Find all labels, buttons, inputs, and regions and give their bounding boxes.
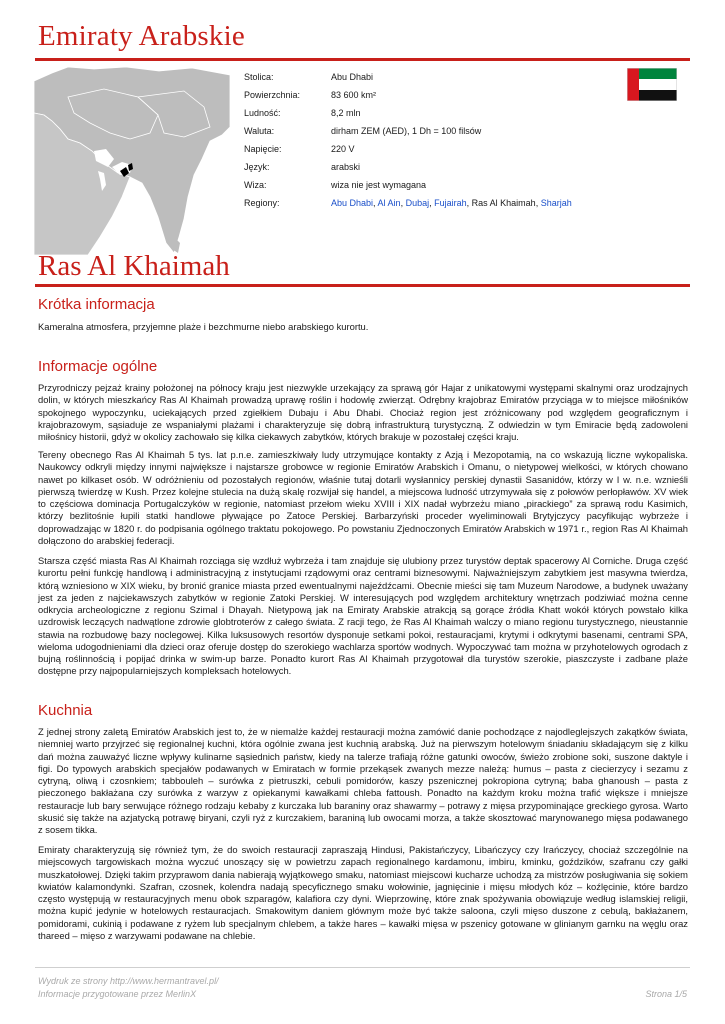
section-heading-general: Informacje ogólne — [38, 358, 158, 375]
location-map — [34, 67, 230, 255]
regions-list: Abu Dhabi, Al Ain, Dubaj, Fujairah, Ras Al Khaimah, Sharjah — [331, 198, 572, 208]
region-current-ras-al-khaimah: Ras Al Khaimah — [471, 198, 536, 208]
footer-credits: Informacje przygotowane przez MerlinX — [38, 989, 197, 999]
region-link-sharjah[interactable]: Sharjah — [540, 198, 572, 208]
region-link-al-ain[interactable]: Al Ain — [377, 198, 401, 208]
fact-value: arabski — [331, 162, 361, 172]
regions-label: Regiony: — [244, 198, 280, 208]
uae-flag-icon — [627, 68, 677, 101]
country-facts-table — [244, 72, 572, 216]
fact-row — [244, 90, 572, 108]
fact-value: dirham ZEM (AED), 1 Dh = 100 filsów — [331, 126, 482, 136]
page-number: Strona 1/5 — [645, 989, 687, 999]
fact-value: wiza nie jest wymagana — [331, 180, 427, 190]
cuisine-paragraph: Z jednej strony zaletą Emiratów Arabskich jest to, że w niemalże każdej restauracji można zamówić danie pochodzące z najodleglejszych zakątków świata, niemniej warto przyjrzeć się regionalnej kuchni, która ogólnie zwana jest kuchnią arabską. Już na pierwszym hotelowym śniadaniu składającym się z kilku dań można zauważyć liczne wpływy kulinarne sąsiednich państw, kiedy na talerze trafiają różne gatunki owoców, świeżo zrobione soki, suszone daktyle i figi. Do typowych arabskich specjałów podawanych w Emiratach w formie przekąsek zwanych mezze należą: humus – pasta z ciecierzycy i sezamu z cytryną, oliwą i czosnkiem; tabbouleh – surówka z pietruszki, cebuli pomidorów, kaszy pszenicznej pokropiona cytryną; baba ghanoush – pasta z pieczonego bakłażana czy surówka z warzyw z opiekanymi kawałkami chleba fattoush. Ponadto na każdym kroku można trafić większe i mniejsze restauracje lub bary serwujące różnego rodzaju kebaby z kurczaka lub baraniny oraz shawarmy – potrawy z mięsa przypominające greckiego gyrosa. Warto skusić się także na azjatycką potrawę biryani, czyli ryż z kurczakiem, baraniną lub owocami morza, a także skosztować marynowanego mięsa podawanego z sosem tikka. — [38, 726, 688, 835]
country-title: Emiraty Arabskie — [38, 20, 245, 52]
fact-row — [244, 126, 572, 144]
fact-row — [244, 72, 572, 90]
fact-label: Ludność: — [244, 108, 281, 118]
fact-label: Napięcie: — [244, 144, 282, 154]
footer-divider — [35, 967, 690, 968]
general-paragraph: Starsza część miasta Ras Al Khaimah rozciąga się wzdłuż wybrzeża i tam znajduje się ulubiony przez turystów deptak spacerowy Al Corniche. Druga część kurortu pełni funkcję handlową i administracyjną z instytucjami rządowymi oraz centrami biznesowymi. Najważniejszym zabytkiem jest masywna twierdza, którą wzniesiono w XIX wieku, by bronić granice miasta przed ewentualnymi najeźdźcami. Obecnie mieści się tam Muzeum Narodowe, a budynek uważany jest za jeden z najciekawszych zabytków w regionie Zatoki Perskiej. W interesujących pod względem architektury wnętrzach podziwiać można cenne odkrycia archeologiczne z regionu Szimal i Dhayah. Nietypową jak na Emiraty Arabskie atrakcją są gorące źródła Khatt wokół których powstało kilka uzdrowisk leczących nadwątlone zdrowie globtroterów z całego świata. Z racji tego, że Ras Al Khaimah walczy o miano regionu turystycznego, nieustannie stawia na rozbudowę bazy noclegowej. Kilka luksusowych resortów dysponuje setkami pokoi, restauracjami, krytymi i odkrytymi basenami, centrami SPA, wieloma udogodnieniami dla dzieci oraz oferuje dostęp do szerokiego wachlarza sportów wodnych. Wypoczywać tam można w przyhotelowych ogrodach z bujną roślinnością i popijać drinka w swim-up barze. Ponadto kurort Ras Al Khaimah przygotował dla turystów szerokie, piaszczyste i zadbane plaże dostępne przy najpopularniejszych kompleksach hotelowych. — [38, 555, 688, 677]
section-heading-short-info: Krótka informacja — [38, 296, 155, 313]
fact-label: Wiza: — [244, 180, 267, 190]
fact-row — [244, 144, 572, 162]
city-title-divider — [35, 284, 690, 287]
general-paragraph: Przyrodniczy pejzaż krainy położonej na północy kraju jest niezwykle urzekający za sprawą gór Hajar z unikatowymi występami skalnymi oraz urodzajnych dolin, w których mieszkańcy Ras Al Khaimah prowadzą uprawę roślin i hodowlę zwierząt. Odrębny krajobraz Emiratów przyciąga w to miejsce miłośników spokojnego wypoczynku, uciekających przed zgiełkiem Dubaju i Abu Dhabi. Chociaż region jest zróżnicowany pod względem geograficznym i krajobrazowym, sąsiaduje ze wspaniałymi plażami i charakteryzuje się dobrą infrastrukturą turystyczną. Z odwiedzin w tym Emiracie będą zadowoleni miłośnicy historii, gdyż w okolicy zachowało się kilka ciekawych zabytków, których brakuje w pozostałej części kraju. — [38, 382, 688, 442]
region-link-abu-dhabi[interactable]: Abu Dhabi — [331, 198, 374, 208]
region-link-fujairah[interactable]: Fujairah — [434, 198, 467, 208]
fact-label: Waluta: — [244, 126, 275, 136]
section-heading-cuisine: Kuchnia — [38, 702, 93, 719]
fact-value: Abu Dhabi — [331, 72, 374, 82]
fact-row — [244, 180, 572, 198]
fact-row — [244, 198, 572, 216]
region-link-dubaj[interactable]: Dubaj — [405, 198, 430, 208]
fact-row — [244, 108, 572, 126]
fact-label: Stolica: — [244, 72, 274, 82]
footer-source-url: Wydruk ze strony http://www.hermantravel.pl/ — [38, 976, 219, 986]
cuisine-paragraph: Emiraty charakteryzują się również tym, że do swoich restauracji zapraszają Hindusi, Pakistańczycy, Libańczycy czy Irańczycy, chociaż szczególnie na miejscowych targowiskach można wyczuć unoszący się w powietrzu zapach regionalnego kardamonu, imbiru, kminku, goździków, szafranu czy gałki muszkatołowej. Dzięki takim przyprawom dania nabierają wyjątkowego smaku, natomiast miejscowi kucharze uchodzą za mistrzów posługiwania się sokiem kwiatów kalamondynki. Szafran, czosnek, kolendra nadają specyficznego smaku wołowinie, jagnięcinie i mięsu młodych kóz – koźlęcinie, które bardzo często występują w restauracyjnych menu obok szparagów, kalafiora czy dyni. Wieprzowinę, które znak spożywania obowiązuje według islamskiej religii, można kupić jedynie w hotelowych restauracjach. Smakowitym daniem głównym może być także saloona, czyli mięso duszone z cebulą, bakłażanem, pomidorami, cukinią i podawane z ryżem lub specjalnym chlebem, a także hares – kawałki mięsa w pszenicy gotowane w glinianym garnku na węglu oraz thareed – mięso z warzywami podawane na chlebie. — [38, 844, 688, 941]
general-paragraph: Tereny obecnego Ras Al Khaimah 5 tys. lat p.n.e. zamieszkiwały ludy utrzymujące kontakty z Azją i Mezopotamią, na co wskazują liczne wykopaliska. Naukowcy odkryli między innymi największe i najstarsze grobowce w regionie Emiratów Arabskich i Omanu, o nietypowej wielkości, w których chowano nawet po kilkaset osób. W odróżnieniu od pozostałych regionów, właśnie tutaj dotarli wysłannicy perskiej dynastii Sasanidów, którzy w I w. n.e. wznieśli pierwszą twierdzę w Kush. Przez kolejne stulecia na dużą skalę rozwijał się handel, a miejscowa ludność utrzymywała się z połowów perłopławów. XV wiek to częściowa dominacja Portugalczyków w regionie, natomiast przełom wieku XVIII i XIX nadał wybrzeżu miano „pirackiego” za sprawą rodu Kasimich, którzy bezlitośnie łupili statki handlowe pływające po Zatoce Perskiej. Barbarzyński proceder wyeliminowali Brytyjczycy pacyfikując wybrzeże i doprowadzając w 1820 r. do podpisania ogólnego traktatu pokojowego. Po powstaniu Zjednoczonych Emiratów Arabskich w 1971 r., region Ras Al Khaimah dołączono do arabskiej federacji. — [38, 449, 688, 546]
fact-label: Powierzchnia: — [244, 90, 301, 100]
fact-row — [244, 162, 572, 180]
fact-value: 8,2 mln — [331, 108, 361, 118]
fact-value: 83 600 km² — [331, 90, 377, 100]
fact-value: 220 V — [331, 144, 355, 154]
title-divider — [35, 58, 690, 61]
short-info-text: Kameralna atmosfera, przyjemne plaże i bezchmurne niebo arabskiego kurortu. — [38, 321, 369, 332]
fact-label: Język: — [244, 162, 270, 172]
city-title: Ras Al Khaimah — [38, 250, 230, 282]
